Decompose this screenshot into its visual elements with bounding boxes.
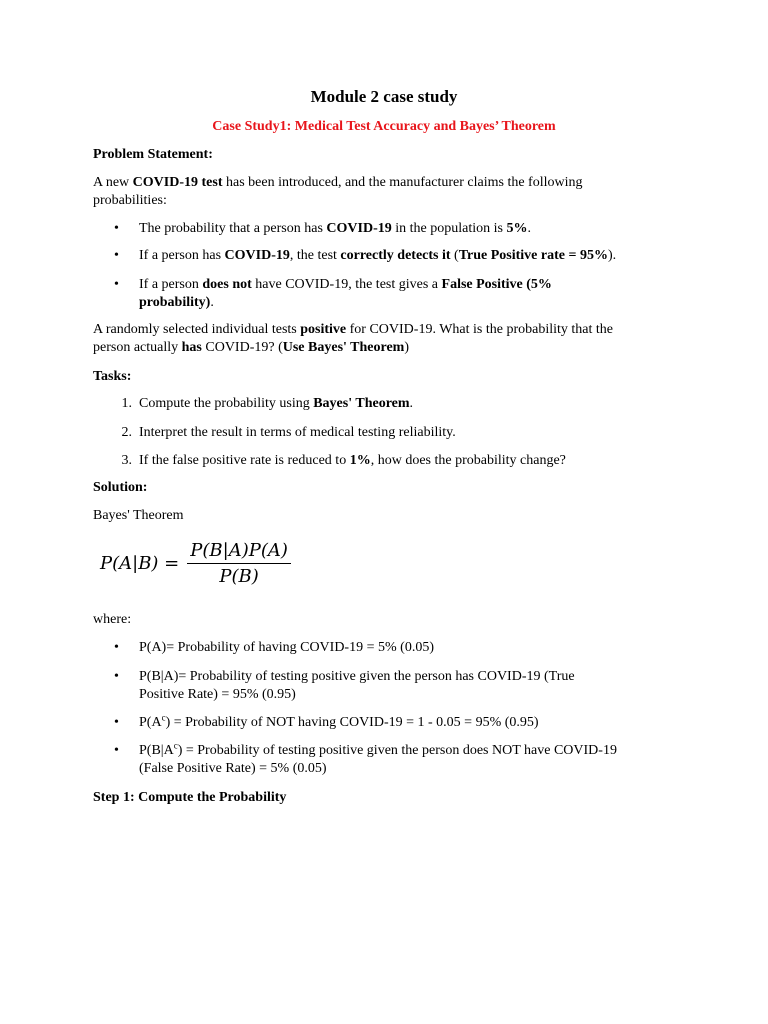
task-item [139, 452, 679, 470]
formula-numerator: P(B|A)P(A) [187, 540, 291, 564]
problem-heading [93, 146, 673, 164]
intro-text: probabilities: [93, 193, 167, 208]
task-text: . [409, 396, 414, 411]
question-text: COVID-19? ( [201, 340, 283, 355]
theorem-label: Bayes' Theorem [93, 508, 184, 523]
item-bold: COVID-19 [326, 221, 392, 236]
bullet-marker: • [114, 743, 119, 758]
question-text: person actually [93, 340, 182, 355]
formula-lhs: P(A|B) = [100, 553, 180, 574]
definition-item [139, 742, 679, 778]
item-bold: probability) [139, 295, 211, 310]
question-text: ) [404, 340, 410, 355]
document-title: Module 2 case study [310, 87, 458, 106]
question-text: A randomly selected individual tests [93, 322, 301, 337]
step1-heading-text: Step 1: Compute the Probability [93, 790, 287, 805]
definition-text: P(B|A [139, 743, 174, 758]
tasks-heading-text: Tasks: [93, 369, 132, 384]
task-text: Interpret the result in terms of medical testing reliability. [139, 425, 456, 440]
item-text: If a person has [139, 248, 225, 263]
where-label: where: [93, 612, 132, 627]
task-number: 2. [121, 425, 132, 440]
bullet-marker: • [114, 221, 119, 236]
task-item [139, 424, 679, 442]
item-bold: does not [202, 277, 252, 292]
definition-item [139, 668, 679, 704]
solution-heading-text: Solution: [93, 480, 148, 495]
item-text: . [210, 295, 214, 310]
bullet-marker: • [114, 248, 119, 263]
formula-denominator: P(B) [219, 566, 259, 587]
question-text: for COVID-19. What is the probability that the [346, 322, 613, 337]
definition-item [139, 714, 679, 732]
bayes-formula [100, 540, 291, 587]
solution-heading [93, 479, 673, 497]
item-text: have COVID-19, the test gives a [251, 277, 442, 292]
bullet-marker: • [114, 715, 119, 730]
task-text: , how does the probability change? [370, 453, 566, 468]
problem-heading-text: Problem Statement: [93, 147, 213, 162]
bullet-marker: • [114, 669, 119, 684]
item-bold: correctly detects it [340, 248, 451, 263]
list-item [139, 247, 679, 265]
complement-superscript: c [161, 712, 166, 723]
bullet-marker: • [114, 640, 119, 655]
problem-intro [93, 174, 673, 210]
complement-superscript: c [173, 740, 178, 751]
task-item [139, 395, 679, 413]
definition-text: ) = Probability of testing positive given the person does NOT have COVID-19 [177, 743, 617, 758]
tasks-heading [93, 368, 673, 386]
definition-text: P(A)= Probability of having COVID-19 = 5% (0.05) [139, 640, 434, 655]
definition-text: P(B|A)= Probability of testing positive given the person has COVID-19 (True [139, 669, 575, 684]
item-text: , the test [289, 248, 341, 263]
question-bold: positive [300, 322, 347, 337]
definition-text: ) = Probability of NOT having COVID-19 = 1 - 0.05 = 95% (0.95) [165, 715, 539, 730]
definition-text: Positive Rate) = 95% (0.95) [139, 687, 296, 702]
task-text: Compute the probability using [139, 396, 314, 411]
definition-text: (False Positive Rate) = 5% (0.05) [139, 761, 327, 776]
bullet-marker: • [114, 277, 119, 292]
definition-item [139, 639, 679, 657]
task-text: If the false positive rate is reduced to [139, 453, 350, 468]
item-text: in the population is [391, 221, 507, 236]
case-study-subtitle: Case Study1: Medical Test Accuracy and Bayes’ Theorem [212, 119, 556, 134]
item-text: ( [450, 248, 459, 263]
item-text: ). [607, 248, 617, 263]
item-text: . [527, 221, 531, 236]
intro-bold: COVID-19 test [132, 175, 223, 190]
formula-fraction [187, 540, 291, 587]
step1-heading [93, 789, 673, 807]
intro-text: A new [93, 175, 133, 190]
item-bold: True Positive rate = 95% [458, 248, 608, 263]
item-text: The probability that a person has [139, 221, 327, 236]
problem-question [93, 321, 673, 357]
definition-text: P(A [139, 715, 162, 730]
list-item [139, 276, 679, 312]
intro-text: has been introduced, and the manufacturer claims the following [222, 175, 583, 190]
item-bold: False Positive (5% [441, 277, 552, 292]
question-bold: has [181, 340, 202, 355]
task-number: 3. [121, 453, 132, 468]
list-item [139, 220, 679, 238]
item-bold: COVID-19 [224, 248, 290, 263]
question-bold: Use Bayes' Theorem [282, 340, 405, 355]
item-bold: 5% [506, 221, 528, 236]
task-bold: Bayes' Theorem [313, 396, 410, 411]
task-bold: 1% [349, 453, 371, 468]
task-number: 1. [121, 396, 132, 411]
item-text: If a person [139, 277, 203, 292]
